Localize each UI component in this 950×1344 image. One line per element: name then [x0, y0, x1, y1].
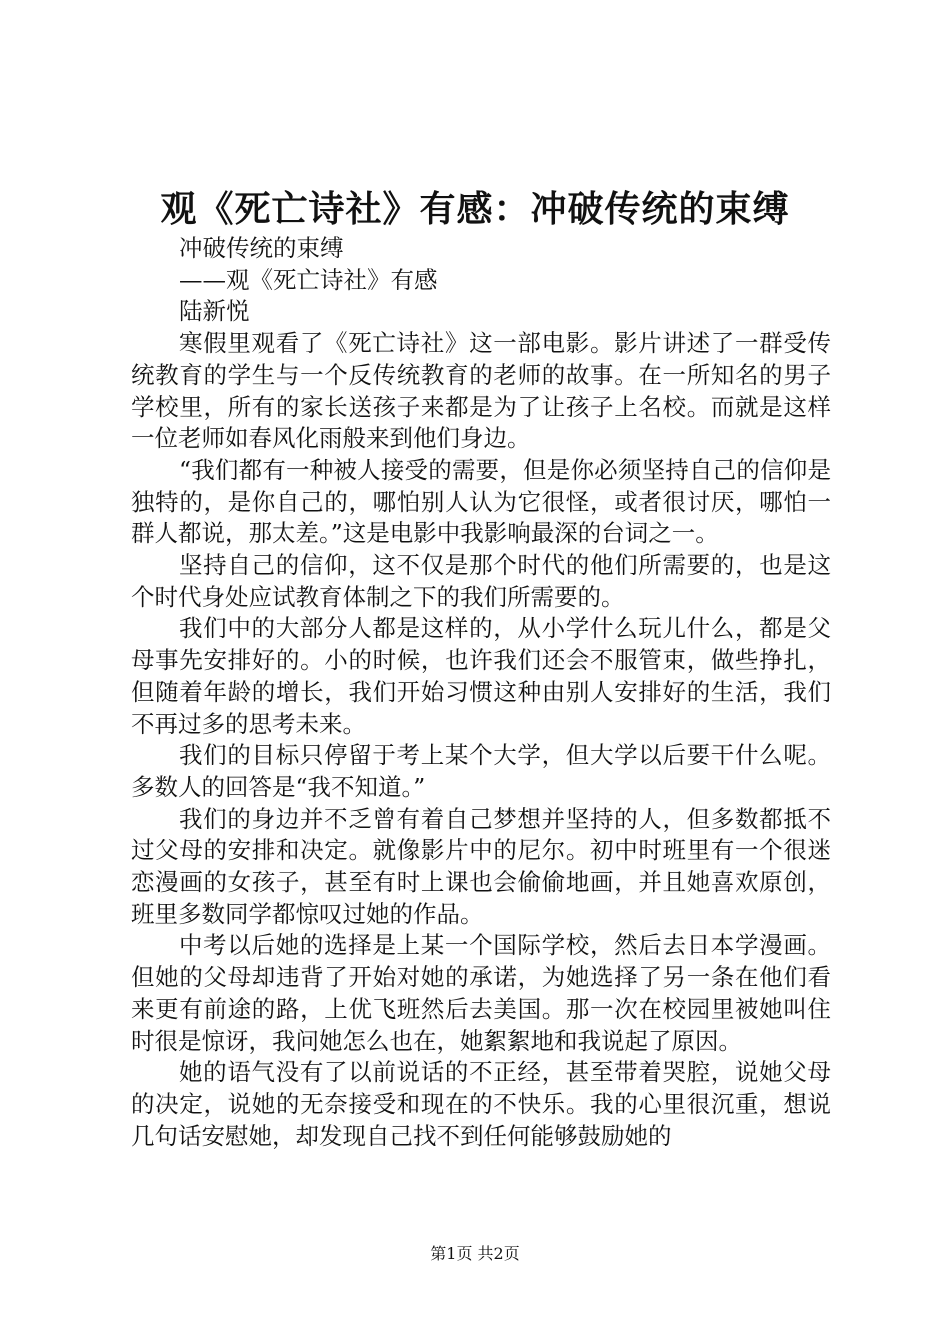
body-paragraph: 我们的目标只停留于考上某个大学，但大学以后要干什么呢。多数人的回答是“我不知道。” — [131, 741, 831, 801]
body-paragraph: 我们的身边并不乏曾有着自己梦想并坚持的人，但多数都抵不过父母的安排和决定。就像影片中的尼尔。初中时班里有一个很迷恋漫画的女孩子，甚至有时上课也会偷偷地画，并且她喜欢原创，班里多数同学都惊叹过她的作品。 — [131, 804, 831, 928]
body-paragraph: “我们都有一种被人接受的需要，但是你必须坚持自己的信仰是独特的，是你自己的，哪怕别人认为它很怪，或者很讨厌，哪怕一群人都说，那太差。”这是电影中我影响最深的台词之一。 — [131, 455, 831, 548]
author-line: 陆新悦 — [179, 297, 250, 326]
body-paragraph: 中考以后她的选择是上某一个国际学校，然后去日本学漫画。但她的父母却违背了开始对她的承诺，为她选择了另一条在他们看来更有前途的路，上优飞班然后去美国。那一次在校园里被她叫住时很是惊讶，我问她怎么也在，她絮絮地和我说起了原因。 — [131, 931, 831, 1055]
document-body — [131, 233, 831, 1152]
document-title: 观《死亡诗社》有感：冲破传统的束缚 — [160, 188, 790, 230]
subtitle-line: 冲破传统的束缚 — [179, 234, 344, 262]
page-number-footer: 第1页 共2页 — [430, 1244, 520, 1263]
body-paragraph: 寒假里观看了《死亡诗社》这一部电影。影片讲述了一群受传统教育的学生与一个反传统教育的老师的故事。在一所知名的男子学校里，所有的家长送孩子来都是为了让孩子上名校。而就是这样一位老师如春风化雨般来到他们身边。 — [131, 329, 831, 453]
body-paragraph: 坚持自己的信仰，这不仅是那个时代的他们所需要的，也是这个时代身处应试教育体制之下的我们所需要的。 — [131, 551, 831, 611]
body-paragraph: 她的语气没有了以前说话的不正经，甚至带着哭腔，说她父母的决定，说她的无奈接受和现在的不快乐。我的心里很沉重，想说几句话安慰她，却发现自己找不到任何能够鼓励她的 — [131, 1058, 831, 1150]
subtitle-sub-line: ——观《死亡诗社》有感 — [179, 265, 438, 294]
body-paragraph: 我们中的大部分人都是这样的，从小学什么玩儿什么，都是父母事先安排好的。小的时候，也许我们还会不服管束，做些挣扎，但随着年龄的增长，我们开始习惯这种由别人安排好的生活，我们不再过多的思考未来。 — [131, 614, 831, 738]
